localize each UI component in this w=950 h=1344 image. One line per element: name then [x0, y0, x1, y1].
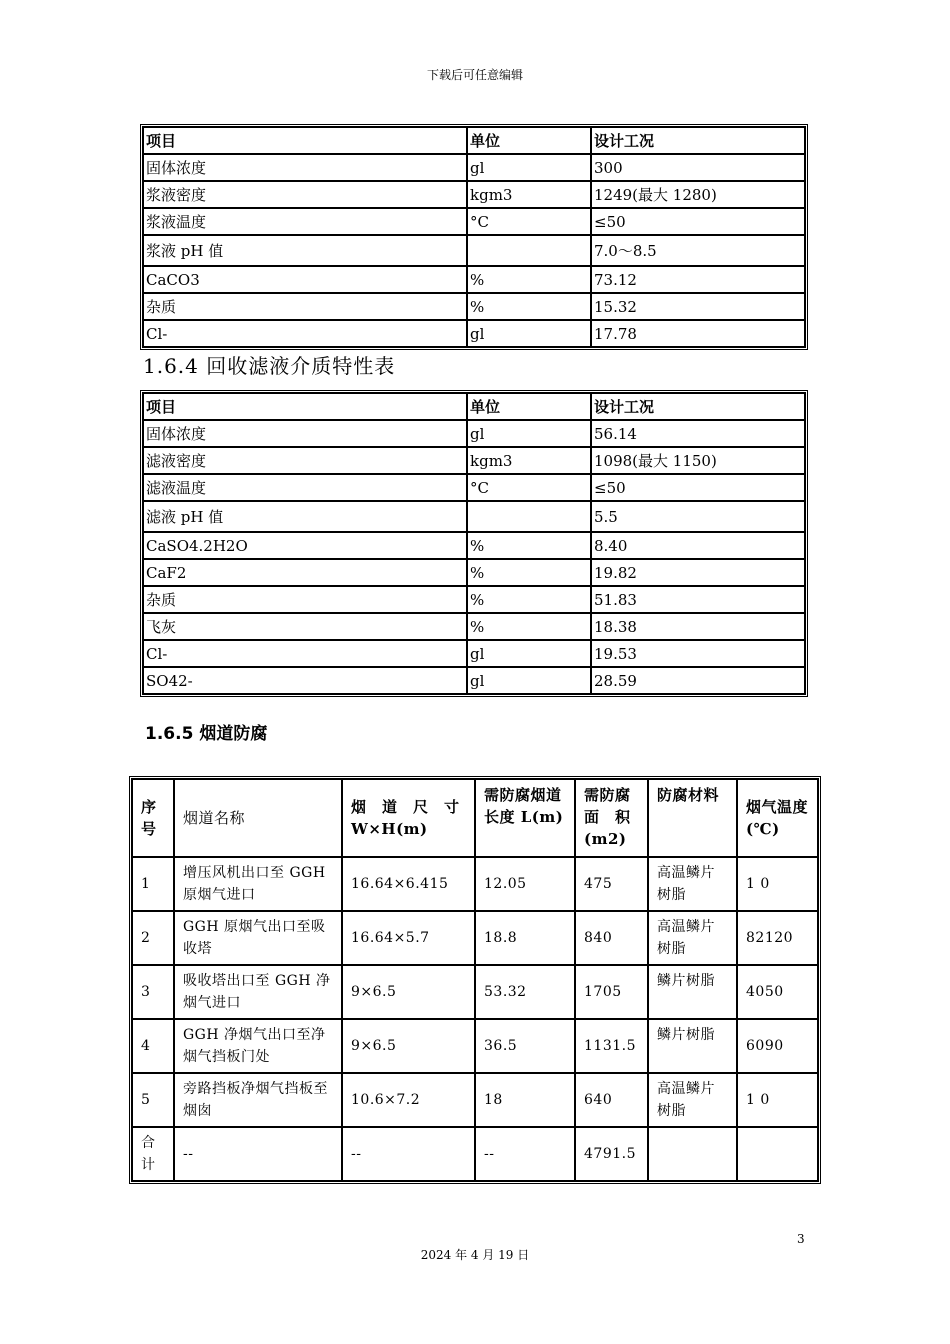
- table-row: [143, 613, 805, 640]
- table-cell: 5: [132, 1073, 174, 1127]
- table-row: [143, 320, 805, 347]
- table-cell: 浆液密度: [143, 181, 467, 208]
- table-cell: 7.0～8.5: [591, 235, 805, 266]
- table-cell: 1705: [575, 965, 648, 1019]
- table-cell: 1249(最大 1280): [591, 181, 805, 208]
- header-cell: 项目: [143, 127, 467, 154]
- table-cell: 18.38: [591, 613, 805, 640]
- table-row: [143, 447, 805, 474]
- table-cell: 19.82: [591, 559, 805, 586]
- page-header: 下载后可任意编辑: [426, 68, 523, 82]
- header-cell: 需防腐烟道长度 L(m): [475, 779, 575, 857]
- table-cell: SO42-: [143, 667, 467, 694]
- table-cell: 19.53: [591, 640, 805, 667]
- table-row: [132, 965, 818, 1019]
- table-cell: 6090: [737, 1019, 818, 1073]
- table-cell: --: [342, 1127, 475, 1181]
- table-cell: 4050: [737, 965, 818, 1019]
- table-cell: gl: [467, 154, 591, 181]
- table-cell: 1 0: [737, 1073, 818, 1127]
- header-cell: 烟道名称: [174, 779, 342, 857]
- table-cell: 高温鳞片树脂: [648, 911, 737, 965]
- table-cell: 18: [475, 1073, 575, 1127]
- table-cell: gl: [467, 640, 591, 667]
- table-cell: 吸收塔出口至 GGH 净烟气进口: [174, 965, 342, 1019]
- table-header-row: [132, 779, 818, 857]
- table-total-row: [132, 1127, 818, 1181]
- table-cell: 56.14: [591, 420, 805, 447]
- table-header-row: [143, 127, 805, 154]
- table-cell: GGH 原烟气出口至吸收塔: [174, 911, 342, 965]
- table-cell: [467, 235, 591, 266]
- table-cell: 475: [575, 857, 648, 911]
- table-cell: %: [467, 586, 591, 613]
- table-cell: 杂质: [143, 293, 467, 320]
- table-cell: %: [467, 266, 591, 293]
- table-cell: 旁路挡板净烟气挡板至烟囱: [174, 1073, 342, 1127]
- table-cell: 10.6×7.2: [342, 1073, 475, 1127]
- table-cell: 鳞片树脂: [648, 965, 737, 1019]
- table-cell: [648, 1127, 737, 1181]
- table-cell: 3: [132, 965, 174, 1019]
- filtrate-properties-table: [140, 390, 808, 697]
- table-cell: 滤液温度: [143, 474, 467, 501]
- table-cell: 82120: [737, 911, 818, 965]
- table-cell: GGH 净烟气出口至净烟气挡板门处: [174, 1019, 342, 1073]
- table-cell: --: [174, 1127, 342, 1181]
- table-cell: 17.78: [591, 320, 805, 347]
- table-cell: --: [475, 1127, 575, 1181]
- table-row: [143, 667, 805, 694]
- table-row: [143, 154, 805, 181]
- table-cell: 滤液密度: [143, 447, 467, 474]
- slurry-properties-table: [140, 124, 808, 350]
- table-row: [132, 1073, 818, 1127]
- table-cell: Cl-: [143, 640, 467, 667]
- table-cell: 9×6.5: [342, 965, 475, 1019]
- table-cell: kgm3: [467, 447, 591, 474]
- table-cell: 浆液温度: [143, 208, 467, 235]
- page-number: 3: [797, 1232, 805, 1246]
- table-cell: 固体浓度: [143, 420, 467, 447]
- table-cell: 53.32: [475, 965, 575, 1019]
- table-cell: %: [467, 559, 591, 586]
- table-cell: 840: [575, 911, 648, 965]
- table-cell: 5.5: [591, 501, 805, 532]
- table-cell: 36.5: [475, 1019, 575, 1073]
- table-cell: %: [467, 532, 591, 559]
- table-cell: 固体浓度: [143, 154, 467, 181]
- table-cell: 1: [132, 857, 174, 911]
- table-cell: 640: [575, 1073, 648, 1127]
- table-cell: 1098(最大 1150): [591, 447, 805, 474]
- table-cell: 4791.5: [575, 1127, 648, 1181]
- table-row: [143, 235, 805, 266]
- table-cell: Cl-: [143, 320, 467, 347]
- table-row: [132, 857, 818, 911]
- table-row: [143, 420, 805, 447]
- table-cell: 杂质: [143, 586, 467, 613]
- table-cell: 51.83: [591, 586, 805, 613]
- table-cell: 高温鳞片树脂: [648, 1073, 737, 1127]
- table-row: [132, 911, 818, 965]
- table-cell: 300: [591, 154, 805, 181]
- header-cell: 烟气温度(℃): [737, 779, 818, 857]
- table-cell: °C: [467, 474, 591, 501]
- table-cell: 4: [132, 1019, 174, 1073]
- section-heading-164: 1.6.4 回收滤液介质特性表: [143, 354, 396, 378]
- table-cell: 12.05: [475, 857, 575, 911]
- table-cell: 1131.5: [575, 1019, 648, 1073]
- table-row: [143, 208, 805, 235]
- table-cell: ≤50: [591, 208, 805, 235]
- table-cell: 73.12: [591, 266, 805, 293]
- table-cell: 滤液 pH 值: [143, 501, 467, 532]
- header-cell: 单位: [467, 393, 591, 420]
- table-cell: °C: [467, 208, 591, 235]
- table-row: [143, 181, 805, 208]
- table-cell: 鳞片树脂: [648, 1019, 737, 1073]
- flue-anticorrosion-table: [129, 776, 821, 1184]
- table-cell: [467, 501, 591, 532]
- table-cell: CaF2: [143, 559, 467, 586]
- table-cell: gl: [467, 420, 591, 447]
- table-cell: 28.59: [591, 667, 805, 694]
- table-row: [143, 474, 805, 501]
- header-cell: 设计工况: [591, 393, 805, 420]
- table-row: [143, 532, 805, 559]
- header-cell: 烟 道 尺 寸 W×H(m): [342, 779, 475, 857]
- table-row: [143, 266, 805, 293]
- section-heading-165: 1.6.5 烟道防腐: [145, 724, 268, 744]
- table-cell: kgm3: [467, 181, 591, 208]
- header-cell: 项目: [143, 393, 467, 420]
- table-cell: [737, 1127, 818, 1181]
- header-cell: 设计工况: [591, 127, 805, 154]
- table-row: [143, 640, 805, 667]
- table-cell: 增压风机出口至 GGH 原烟气进口: [174, 857, 342, 911]
- header-cell: 防腐材料: [648, 779, 737, 857]
- table-cell: 1 0: [737, 857, 818, 911]
- table-cell: gl: [467, 667, 591, 694]
- table-cell: 合计: [132, 1127, 174, 1181]
- table-cell: CaCO3: [143, 266, 467, 293]
- table-cell: 16.64×6.415: [342, 857, 475, 911]
- table-cell: ≤50: [591, 474, 805, 501]
- table-cell: 高温鳞片树脂: [648, 857, 737, 911]
- table-cell: 2: [132, 911, 174, 965]
- table-cell: %: [467, 613, 591, 640]
- header-cell: 需防腐面 积(m2): [575, 779, 648, 857]
- table-cell: CaSO4.2H2O: [143, 532, 467, 559]
- table-row: [132, 1019, 818, 1073]
- table-cell: 18.8: [475, 911, 575, 965]
- table-row: [143, 501, 805, 532]
- table-cell: %: [467, 293, 591, 320]
- table-cell: 9×6.5: [342, 1019, 475, 1073]
- table-row: [143, 586, 805, 613]
- table-row: [143, 559, 805, 586]
- table-row: [143, 293, 805, 320]
- table-cell: 浆液 pH 值: [143, 235, 467, 266]
- table-cell: 15.32: [591, 293, 805, 320]
- table-cell: 8.40: [591, 532, 805, 559]
- page-footer-date: 2024 年 4 月 19 日: [420, 1248, 530, 1262]
- header-cell: 单位: [467, 127, 591, 154]
- table-cell: gl: [467, 320, 591, 347]
- header-cell: 序号: [132, 779, 174, 857]
- table-cell: 飞灰: [143, 613, 467, 640]
- table-header-row: [143, 393, 805, 420]
- table-cell: 16.64×5.7: [342, 911, 475, 965]
